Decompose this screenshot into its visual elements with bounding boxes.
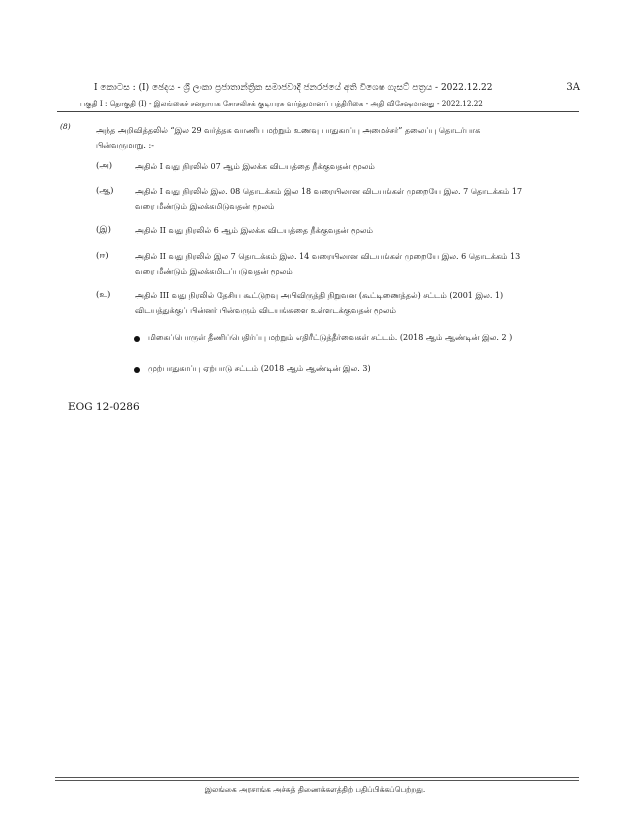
document-code: EOG 12-0286 <box>68 401 140 413</box>
item-text: விடயத்துக்குப் பின்னர் பின்வரும் விடயங்களை உள்ளடக்குவதன் மூலம் <box>135 306 396 315</box>
item-marker: (ஈ) <box>96 251 109 261</box>
footer-rule <box>55 777 579 778</box>
header-line-tamil: பகுதி I : தொகுதி (I) - இலங்கைச் சனநாயக சோசலிசக் குடியரசு வர்த்தமானப் பத்திரிகை - அதி விசேஷமானது - 2022.12.22 <box>80 99 483 108</box>
item-text: அதில் II வது நிரலில் 6 ஆம் இலக்க விடயத்தை நீக்குவதன் மூலம் <box>135 226 373 235</box>
item-text: அதில் II வது நிரலில் இல 7 தொடக்கம் இல. 14 வரையிலான விடயங்கள் முறையே இல. 6 தொடக்கம் 13 <box>135 252 521 261</box>
item-text: அதில் I வது நிரலில் இல. 08 தொடக்கம் இல 18 வரையிலான விடயங்கள் முறையே இல. 7 தொடக்கம் 17 <box>135 187 523 196</box>
bullet-dot <box>134 367 140 373</box>
item-marker: (உ) <box>96 290 111 300</box>
item-text: வரை மீண்டும் இலக்கமிடுவதன் மூலம் <box>135 202 275 211</box>
item-marker: (ஆ) <box>96 186 114 196</box>
header-line-sinhala: I කොටස : (I) ඡෙදය - ශ්‍රී ලංකා ප්‍රජාතාන්ත්‍රික සමාජවාදී ජනරජයේ අති විශෙෂ ගැසට් පත්‍රය - 2022.12.22 <box>94 83 493 93</box>
intro-line: பின்வருமாறு. :- <box>96 141 154 150</box>
item-text: வரை மீண்டும் இலக்கமிடப்படுவதன் மூலம் <box>135 267 293 276</box>
item-text: அதில் III வது நிரலில் தேசிய கூட்டுறவு அபிவிருத்தி நிறுவன (கூட்டிணைத்தல்) சட்டம் (2001 இல. 1) <box>135 291 504 300</box>
paragraph-intro <box>96 123 480 153</box>
bullet-dot <box>134 336 140 342</box>
header-rule <box>57 111 579 112</box>
item-marker: (அ) <box>96 161 113 171</box>
bullet-text: மிகைப்பொருள் தீணிப்பெதிர்ப்பு மற்றும் எதிரீட்டுத்தீர்வைகள் சட்டம். (2018 ஆம் ஆண்டின் இல. 2 ) <box>148 333 513 342</box>
item-marker: (இ) <box>96 225 111 235</box>
page-number: 3A <box>566 82 580 93</box>
paragraph-number: (8) <box>60 122 71 131</box>
intro-line: அந்த அறிவித்தலில் “இல 29 வர்த்தக வாணிப மற்றும் உணவு பாதுகாப்பு அமைச்சர்” தலைப்பு தொடர்பாக <box>96 126 481 135</box>
bullet-text: முற்பாதுகாப்பு ஏற்பாடு சட்டம் (2018 ஆம் ஆண்டின் இல. 3) <box>148 364 371 373</box>
item-text: அதில் I வது நிரலில் 07 ஆம் இலக்க விடயத்தை நீக்குவதன் மூலம் <box>135 162 375 171</box>
printer-footer: இலங்கை அரசாங்க அச்சுத் திணைக்களத்திற் பதிப்பிக்கப்பெற்றது. <box>204 785 426 794</box>
footer-rule <box>55 780 579 781</box>
